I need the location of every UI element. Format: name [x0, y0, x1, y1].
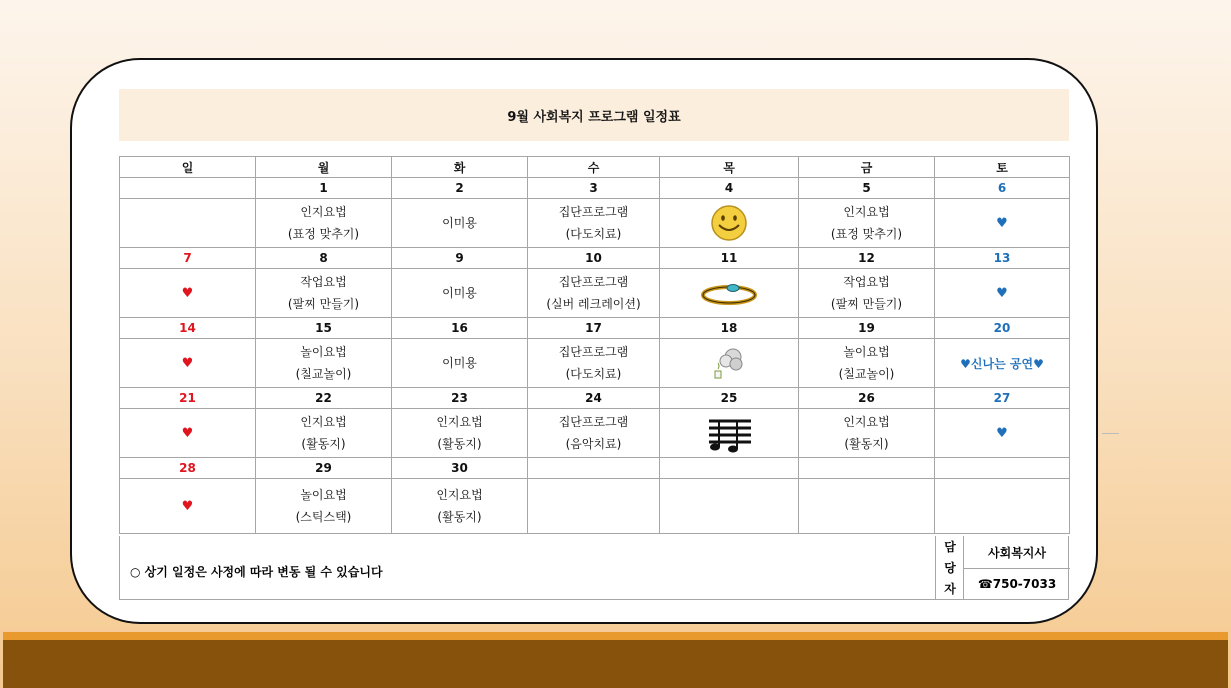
floor-stripe: [3, 632, 1228, 640]
heart-icon: ♥: [120, 339, 256, 388]
program-cell: [392, 339, 528, 388]
date-cell: 9: [392, 248, 528, 269]
program-cell: [392, 199, 528, 248]
program-name: 이미용: [442, 356, 477, 370]
weekday-tue: 화: [392, 157, 528, 178]
tea-cloud-icon: [709, 343, 749, 383]
program-name: 인지요법: [300, 205, 347, 219]
program-name: 이미용: [442, 286, 477, 300]
program-detail: (표정 맞추기): [287, 227, 360, 241]
date-cell: 12: [799, 248, 935, 269]
program-cell: [392, 269, 528, 318]
program-row: [120, 339, 1070, 388]
program-name: 집단프로그램: [558, 415, 629, 429]
date-cell: 21: [120, 388, 256, 409]
date-cell: 14: [120, 318, 256, 339]
weekday-sat: 토: [935, 157, 1070, 178]
program-detail: (음악치료): [565, 437, 622, 451]
date-cell: [935, 458, 1070, 479]
program-row: [120, 479, 1070, 534]
date-cell: [120, 178, 256, 199]
program-detail: (스틱스택): [295, 510, 352, 524]
manager-label: [935, 536, 964, 599]
program-cell: [660, 409, 799, 458]
date-row: [120, 178, 1070, 199]
date-cell: 18: [660, 318, 799, 339]
concert-event: ♥신나는 공연♥: [935, 339, 1070, 388]
program-name: 인지요법: [436, 415, 483, 429]
program-detail: (칠교놀이): [838, 367, 895, 381]
program-name: 놀이요법: [300, 488, 347, 502]
date-cell: 22: [256, 388, 392, 409]
program-cell: [660, 269, 799, 318]
program-cell: [120, 199, 256, 248]
manager-title: 사회복지사: [964, 536, 1070, 569]
weekday-header-row: [120, 157, 1070, 178]
date-cell: 8: [256, 248, 392, 269]
date-cell: 2: [392, 178, 528, 199]
manager-label-char: 자: [944, 582, 956, 596]
weekday-fri: 금: [799, 157, 935, 178]
date-cell: 13: [935, 248, 1070, 269]
date-cell: 6: [935, 178, 1070, 199]
program-cell: [799, 199, 935, 248]
weekday-thu: 목: [660, 157, 799, 178]
program-cell: [256, 339, 392, 388]
program-name: 인지요법: [436, 488, 483, 502]
date-row: [120, 458, 1070, 479]
program-detail: (활동지): [844, 437, 889, 451]
date-row: [120, 318, 1070, 339]
date-cell: 16: [392, 318, 528, 339]
program-cell: [660, 339, 799, 388]
date-cell: 4: [660, 178, 799, 199]
date-cell: 3: [528, 178, 660, 199]
program-detail: (활동지): [301, 437, 346, 451]
smiley-face-icon: [709, 203, 749, 243]
heart-icon: ♥: [935, 199, 1070, 248]
date-cell: 7: [120, 248, 256, 269]
weekday-mon: 월: [256, 157, 392, 178]
program-name: 인지요법: [300, 415, 347, 429]
program-cell: [528, 479, 660, 534]
program-cell: [528, 409, 660, 458]
program-name: 작업요법: [843, 275, 890, 289]
divider: [1102, 433, 1119, 434]
program-cell: [660, 479, 799, 534]
phone-number: ☎750-7033: [977, 577, 1057, 591]
program-cell: [799, 339, 935, 388]
page-title: 9월 사회복지 프로그램 일정표: [119, 89, 1069, 141]
manager-label-char: 담: [944, 540, 956, 554]
program-name: 집단프로그램: [558, 345, 629, 359]
program-cell: [799, 269, 935, 318]
date-cell: [799, 458, 935, 479]
date-cell: 11: [660, 248, 799, 269]
program-cell: [392, 409, 528, 458]
program-row: [120, 269, 1070, 318]
program-cell: [256, 409, 392, 458]
date-cell: 26: [799, 388, 935, 409]
date-cell: 25: [660, 388, 799, 409]
program-detail: (칠교놀이): [295, 367, 352, 381]
date-cell: 30: [392, 458, 528, 479]
heart-icon: ♥: [120, 409, 256, 458]
floor-band: [3, 640, 1228, 688]
program-detail: (실버 레크레이션): [546, 297, 641, 311]
date-cell: 17: [528, 318, 660, 339]
weekday-sun: 일: [120, 157, 256, 178]
program-detail: (활동지): [437, 510, 482, 524]
date-cell: 29: [256, 458, 392, 479]
program-name: 인지요법: [843, 415, 890, 429]
date-cell: 19: [799, 318, 935, 339]
program-cell: [528, 199, 660, 248]
program-name: 집단프로그램: [558, 275, 629, 289]
calendar-table: [119, 156, 1070, 534]
heart-icon: ♥: [120, 479, 256, 534]
program-detail: (다도치료): [565, 367, 622, 381]
bracelet-icon: [699, 278, 759, 308]
program-cell: [799, 409, 935, 458]
program-detail: (다도치료): [565, 227, 622, 241]
program-name: 놀이요법: [300, 345, 347, 359]
program-name: 집단프로그램: [558, 205, 629, 219]
manager-box: [963, 536, 1070, 599]
program-cell: [392, 479, 528, 534]
heart-icon: ♥: [935, 409, 1070, 458]
program-cell: [935, 479, 1070, 534]
program-detail: (활동지): [437, 437, 482, 451]
date-cell: 5: [799, 178, 935, 199]
date-row: [120, 388, 1070, 409]
date-cell: 23: [392, 388, 528, 409]
date-cell: 15: [256, 318, 392, 339]
date-cell: [528, 458, 660, 479]
music-notes-icon: [705, 413, 753, 453]
program-cell: [799, 479, 935, 534]
date-cell: 1: [256, 178, 392, 199]
manager-label-char: 당: [944, 561, 956, 575]
program-name: 작업요법: [300, 275, 347, 289]
date-cell: 24: [528, 388, 660, 409]
program-cell: [660, 199, 799, 248]
program-cell: [528, 269, 660, 318]
heart-icon: ♥: [120, 269, 256, 318]
program-name: 놀이요법: [843, 345, 890, 359]
footer-box: [119, 536, 1069, 600]
date-cell: 27: [935, 388, 1070, 409]
program-cell: [256, 199, 392, 248]
date-cell: 28: [120, 458, 256, 479]
program-name: 이미용: [442, 216, 477, 230]
program-detail: (표정 맞추기): [830, 227, 903, 241]
program-detail: (팔찌 만들기): [287, 297, 360, 311]
program-detail: (팔찌 만들기): [830, 297, 903, 311]
program-cell: [528, 339, 660, 388]
program-cell: [256, 269, 392, 318]
notice-text: ○ 상기 일정은 사정에 따라 변동 될 수 있습니다: [130, 565, 383, 579]
program-row: [120, 409, 1070, 458]
weekday-wed: 수: [528, 157, 660, 178]
date-cell: [660, 458, 799, 479]
date-cell: 20: [935, 318, 1070, 339]
heart-icon: ♥: [935, 269, 1070, 318]
program-cell: [256, 479, 392, 534]
date-row: [120, 248, 1070, 269]
program-row: [120, 199, 1070, 248]
date-cell: 10: [528, 248, 660, 269]
program-name: 인지요법: [843, 205, 890, 219]
